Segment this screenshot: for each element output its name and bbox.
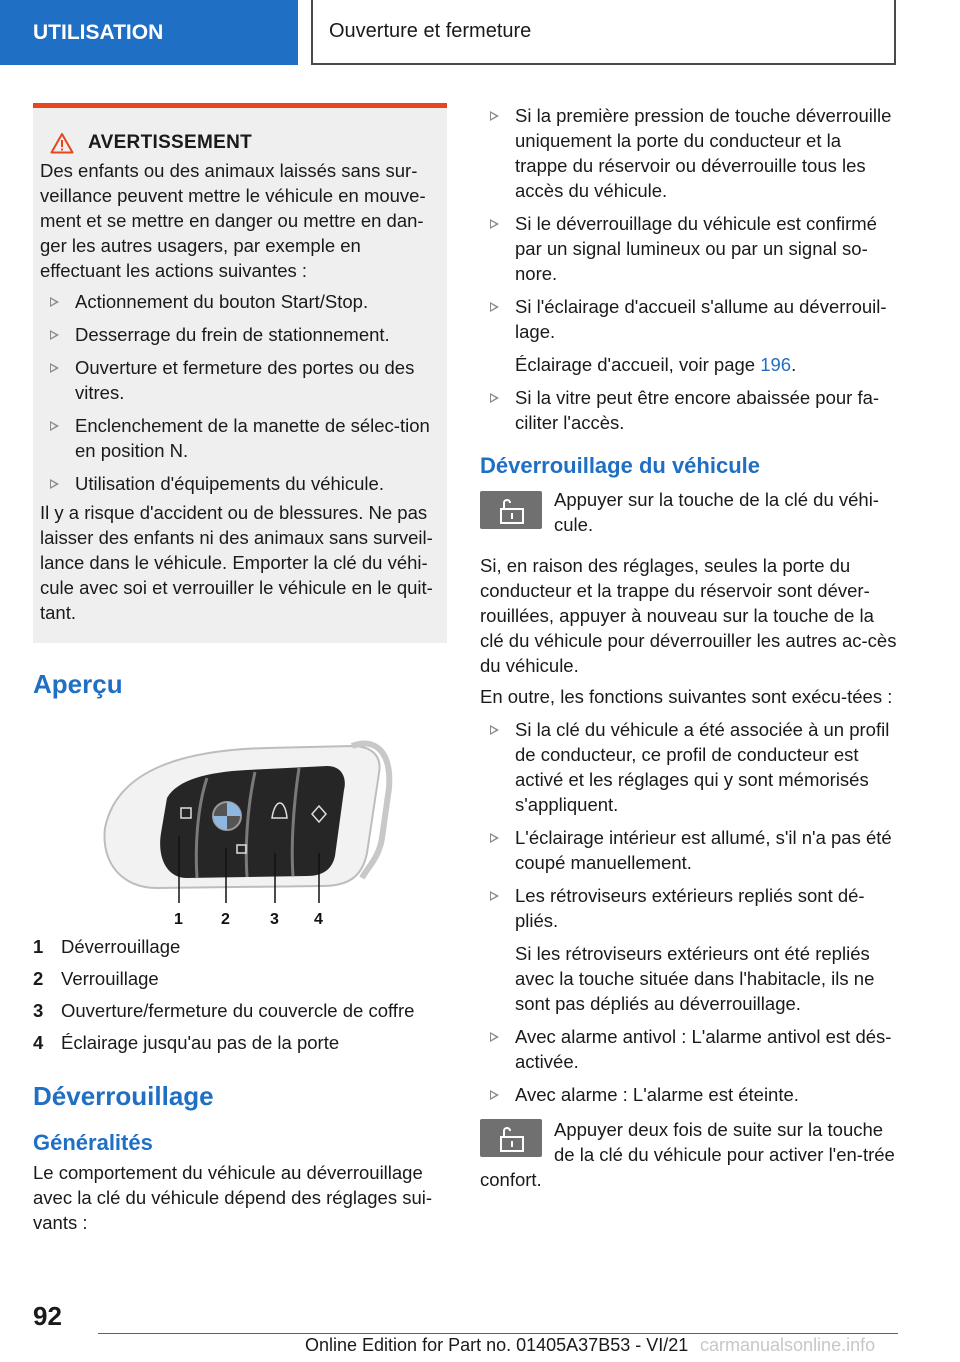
- bullet-triangle-icon: [490, 891, 499, 901]
- unlock-instruction-text: Appuyer sur la touche de la clé du véhi-cule.: [554, 489, 879, 535]
- list-item: Si la clé du véhicule a été associée à un profil de conducteur, ce profil de conducteur est activé et les réglages qui y sont mémorisés s'appliquent.: [480, 717, 898, 817]
- comfort-entry-instruction: [480, 1117, 898, 1192]
- car-key-image: [97, 728, 437, 928]
- figure-number-1: 1: [174, 911, 183, 928]
- functions-list: [480, 717, 898, 1107]
- page-reference: Éclairage d'accueil, voir page 196.: [515, 354, 797, 375]
- figure-legend: [33, 934, 447, 1055]
- warning-title-text: AVERTISSEMENT: [88, 132, 253, 153]
- bullet-triangle-icon: [490, 1090, 499, 1100]
- list-item: Enclenchement de la manette de sélec-tion en position N.: [40, 413, 439, 463]
- bullet-triangle-icon: [490, 393, 499, 403]
- list-item: Desserrage du frein de stationnement.: [40, 322, 439, 347]
- unlock-button-icon: [480, 491, 542, 529]
- subheading-generalites: Généralités: [33, 1130, 153, 1155]
- warning-triangle-icon: [50, 132, 74, 154]
- legend-item: 4 Éclairage jusqu'au pas de la porte: [33, 1032, 340, 1053]
- subheading-deverrouillage-vehicule: Déverrouillage du véhicule: [480, 453, 760, 478]
- page-number: 92: [33, 1301, 62, 1331]
- section-heading-deverrouillage: Déverrouillage: [33, 1081, 214, 1111]
- header-topic-tab: Ouverture et fermeture: [311, 0, 896, 65]
- footer-edition: Online Edition for Part no. 01405A37B53 - VI/21: [305, 1335, 689, 1355]
- warning-box: [33, 103, 447, 643]
- unlock-instruction: [480, 487, 898, 537]
- warning-intro: Des enfants ou des animaux laissés sans sur-veillance peuvent mettre le véhicule en mouve-ment et se mettre en danger ou mettre en dan-ger les autres usagers, par exemple en effectuant les actions suivantes :: [40, 160, 426, 281]
- bullet-triangle-icon: [50, 479, 59, 489]
- warning-list: [40, 289, 439, 496]
- comfort-entry-text: Appuyer deux fois de suite sur la touche de la clé du véhicule pour activer l'en-trée confort.: [480, 1119, 895, 1190]
- list-item: Actionnement du bouton Start/Stop.: [40, 289, 439, 314]
- section-heading-apercu: Aperçu: [33, 669, 123, 699]
- footer-divider: [98, 1333, 898, 1334]
- warning-title: [40, 132, 439, 154]
- legend-item: 1 Déverrouillage: [33, 936, 181, 957]
- left-column: [33, 103, 447, 1235]
- mirror-note: Si les rétroviseurs extérieurs ont été repliés avec la touche située dans l'habitacle, ils ne sont pas dépliés au déverrouillage.: [515, 943, 875, 1014]
- bullet-triangle-icon: [50, 330, 59, 340]
- list-item: Si la première pression de touche déverrouille uniquement la porte du conducteur et la trappe du réservoir ou déverrouille tous les accès du véhicule.: [480, 103, 898, 203]
- list-item: Avec alarme antivol : L'alarme antivol est dés-activée.: [480, 1024, 898, 1074]
- page-link[interactable]: 196: [760, 354, 792, 375]
- bullet-triangle-icon: [490, 1032, 499, 1042]
- list-item: Si le déverrouillage du véhicule est confirmé par un signal lumineux ou par un signal so-nore.: [480, 211, 898, 286]
- right-column: [480, 103, 898, 1192]
- list-item: Si la vitre peut être encore abaissée pour fa-ciliter l'accès.: [480, 385, 898, 435]
- figure-number-2: 2: [221, 911, 230, 928]
- bullet-triangle-icon: [490, 219, 499, 229]
- bullet-triangle-icon: [50, 363, 59, 373]
- bullet-triangle-icon: [490, 302, 499, 312]
- paragraph-reunlock: Si, en raison des réglages, seules la porte du conducteur et la trappe du réservoir sont déver-rouillées, appuyer à nouveau sur la touche de la clé du véhicule pour déverrouiller les autres ac-cès du véhicule.: [480, 555, 897, 676]
- list-item: Si l'éclairage d'accueil s'allume au déverrouil-lage. Éclairage d'accueil, voir page 196.: [480, 294, 898, 377]
- bullet-triangle-icon: [490, 725, 499, 735]
- list-item: L'éclairage intérieur est allumé, s'il n'a pas été coupé manuellement.: [480, 825, 898, 875]
- figure-number-4: 4: [314, 911, 323, 928]
- list-item: Avec alarme : L'alarme est éteinte.: [480, 1082, 898, 1107]
- footer-watermark: carmanualsonline.info: [700, 1335, 876, 1355]
- figure-number-3: 3: [270, 911, 279, 928]
- paragraph-functions: En outre, les fonctions suivantes sont exécu-tées :: [480, 686, 893, 707]
- list-item: Ouverture et fermeture des portes ou des vitres.: [40, 355, 439, 405]
- list-item: Utilisation d'équipements du véhicule.: [40, 471, 439, 496]
- legend-item: 3 Ouverture/fermeture du couvercle de coffre: [33, 1000, 415, 1021]
- generalites-text: Le comportement du véhicule au déverrouillage avec la clé du véhicule dépend des réglages sui-vants :: [33, 1162, 433, 1233]
- settings-list: [480, 103, 898, 435]
- header-section-tab: UTILISATION: [0, 0, 298, 65]
- legend-item: 2 Verrouillage: [33, 968, 159, 989]
- bullet-triangle-icon: [490, 833, 499, 843]
- bullet-triangle-icon: [50, 421, 59, 431]
- warning-outro: Il y a risque d'accident ou de blessures. Ne pas laisser des enfants ni des animaux sans surveil-lance dans le véhicule. Emporter la clé du véhi-cule avec soi et verrouiller le véhicule en le quit-tant.: [40, 502, 433, 623]
- unlock-button-icon: [480, 1119, 542, 1157]
- bullet-triangle-icon: [490, 111, 499, 121]
- bullet-triangle-icon: [50, 297, 59, 307]
- list-item: Les rétroviseurs extérieurs repliés sont dé-pliés. Si les rétroviseurs extérieurs ont été repliés avec la touche située dans l'habitacle, ils ne sont pas dépliés au déverrouillage.: [480, 883, 898, 1016]
